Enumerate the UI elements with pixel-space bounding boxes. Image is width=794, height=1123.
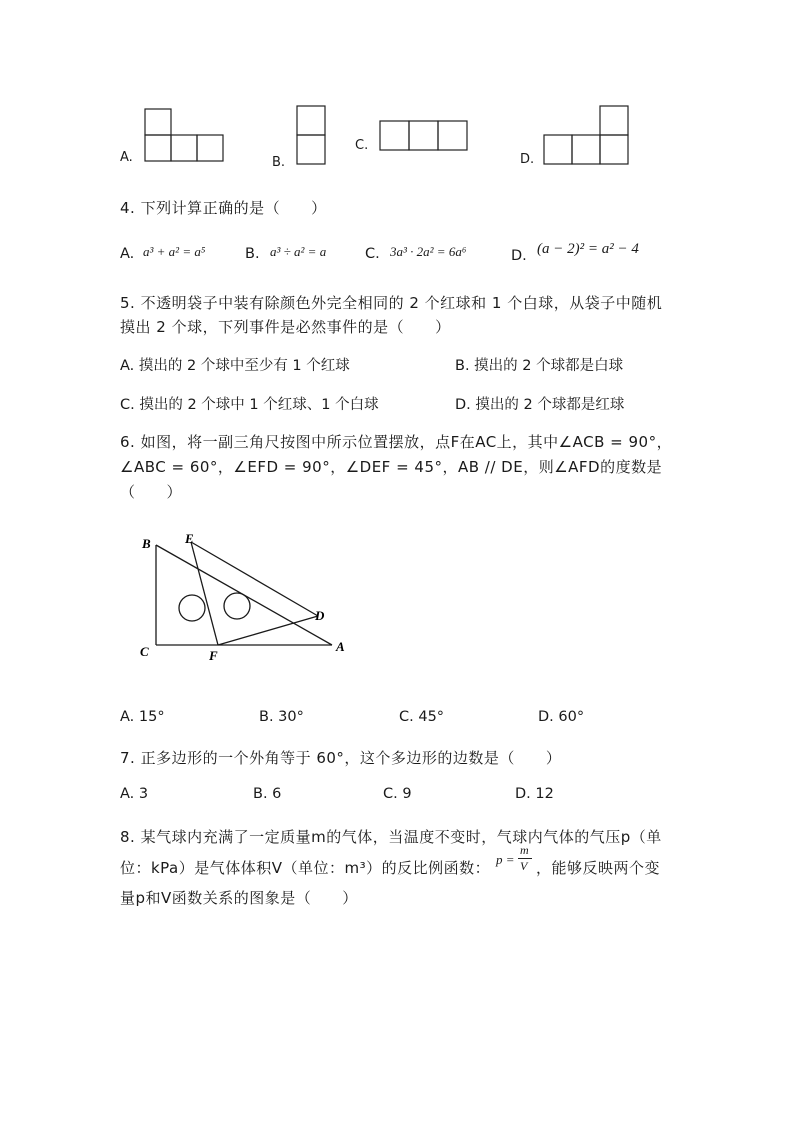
q7-option-d: D. 12 [515,786,554,802]
q6-triangle-figure [130,528,360,663]
q7-option-b: B. 6 [253,786,282,802]
q3-option-c-figure [375,117,475,157]
q7-option-a: A. 3 [120,786,149,802]
figure-label-c: C [140,644,149,659]
q3-option-d-figure [540,102,635,167]
q5-option-d: D. 摸出的 2 个球都是红球 [455,397,625,413]
q4-option-b-label: B. [245,246,260,262]
q5-option-a: A. 摸出的 2 个球中至少有 1 个红球 [120,358,350,374]
q8-line2-a: 位：kPa）是气体体积V（单位：m³）的反比例函数： [120,859,491,877]
q4-option-c-label: C. [365,246,380,262]
figure-label-d: D [315,608,325,623]
figure-label-e: E [185,531,194,546]
formula-denominator: V [520,859,528,873]
q4-stem: 4. 下列计算正确的是（ ） [120,199,327,217]
q6-stem-line1: 6. 如图，将一副三角尺按图中所示位置摆放，点F在AC上，其中∠ACB = 90°， [120,433,673,451]
q4-option-a-expr: a³ + a² = a⁵ [143,244,206,259]
q7-stem: 7. 正多边形的一个外角等于 60°，这个多边形的边数是（ ） [120,749,562,767]
q3-option-b-figure [292,100,332,170]
q5-stem-line2: 摸出 2 个球，下列事件是必然事件的是（ ） [120,318,451,336]
q6-option-d: D. 60° [538,709,585,725]
q4-option-d-label: D. [511,248,527,264]
q5-option-b: B. 摸出的 2 个球都是白球 [455,358,624,374]
q6-stem-line2: ∠ABC = 60°，∠EFD = 90°，∠DEF = 45°，AB // DE，则∠AFD的度数是 [120,458,663,476]
q3-option-a-figure [140,105,230,165]
q6-stem-line3: （ ） [120,483,183,501]
q7-option-c: C. 9 [383,786,412,802]
q3-option-c-label: C. [355,138,369,153]
q3-option-b-label: B. [272,155,286,170]
formula-numerator: m [520,843,529,857]
figure-label-b: B [142,536,151,551]
figure-label-f: F [209,648,218,663]
q8-line3: 量p和V函数关系的图象是（ ） [120,889,358,907]
q6-option-a: A. 15° [120,709,165,725]
q8-line1: 8. 某气球内充满了一定质量m的气体，当温度不变时，气球内气体的气压p（单 [120,828,662,846]
q4-option-b-expr: a³ ÷ a² = a [270,244,327,259]
q3-option-a-label: A. [120,150,133,165]
q5-option-c: C. 摸出的 2 个球中 1 个红球、1 个白球 [120,397,379,413]
q4-option-d-expr: (a − 2)² = a² − 4 [537,241,639,257]
q6-option-c: C. 45° [399,709,445,725]
figure-label-a: A [336,639,345,654]
q6-option-b: B. 30° [259,709,304,725]
q3-option-d-label: D. [520,152,535,167]
formula-lhs: p = [496,852,515,867]
q4-option-c-expr: 3a³ · 2a² = 6a⁶ [390,244,467,259]
q5-stem-line1: 5. 不透明袋子中装有除颜色外完全相同的 2 个红球和 1 个白球，从袋子中随机 [120,294,663,312]
q4-option-a-label: A. [120,246,135,262]
q8-line2-b: ，能够反映两个变 [536,859,661,877]
